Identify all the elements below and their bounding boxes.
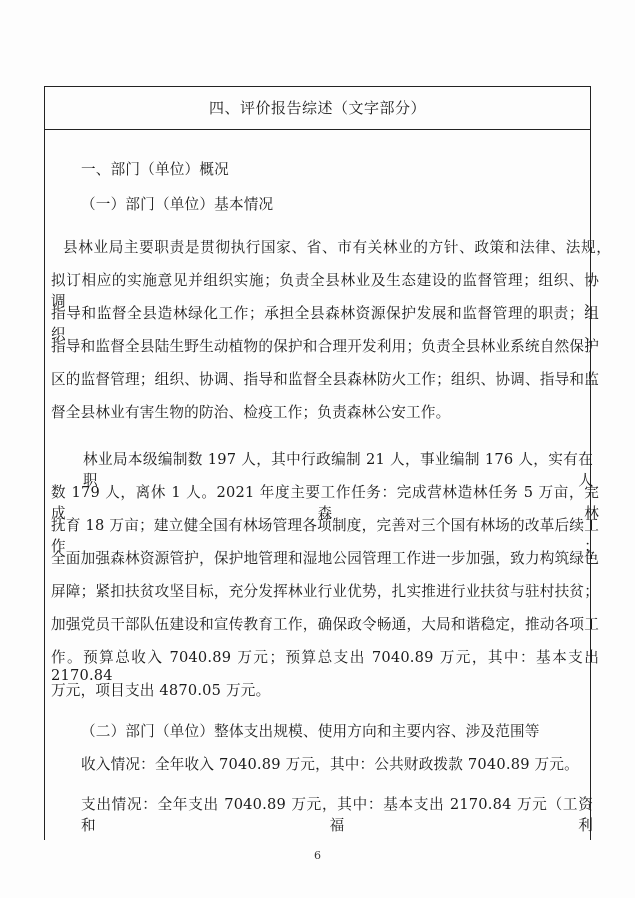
para1-line-6: 督全县林业有害生物的防治、检疫工作；负责森林公安工作。 bbox=[51, 404, 451, 421]
para2-line-3: 抚育 18 万亩；建立健全国有林场管理各项制度，完善对三个国有林场的改革后续工作； bbox=[51, 517, 599, 555]
income-line: 收入情况：全年收入 7040.89 万元，其中：公共财政拨款 7040.89 万元。 bbox=[81, 756, 579, 773]
section-title: 四、评价报告综述（文字部分） bbox=[45, 87, 590, 130]
para2-line-4: 全面加强森林资源管护，保护地管理和湿地公园管理工作进一步加强，致力构筑绿色 bbox=[51, 550, 599, 567]
para2-line-8: 万元，项目支出 4870.05 万元。 bbox=[51, 682, 271, 699]
para2-line-6: 加强党员干部队伍建设和宣传教育工作，确保政令畅通，大局和谐稳定，推动各项工 bbox=[51, 616, 599, 633]
para2-line-2: 数 179 人，离休 1 人。2021 年度主要工作任务：完成营林造林任务 5 万亩，完成森林 bbox=[51, 484, 599, 522]
para2-line-5: 屏障；紧扣扶贫攻坚目标，充分发挥林业行业优势，扎实推进行业扶贫与驻村扶贫； bbox=[51, 583, 599, 600]
subheading-expenditure: （二）部门（单位）整体支出规模、使用方向和主要内容、涉及范围等 bbox=[81, 723, 540, 740]
page-number: 6 bbox=[314, 849, 321, 862]
para1-line-3: 指导和监督全县造林绿化工作；承担全县森林资源保护发展和监督管理的职责；组织、 bbox=[51, 305, 599, 343]
heading-overview: 一、部门（单位）概况 bbox=[81, 161, 229, 178]
subheading-basic-info: （一）部门（单位）基本情况 bbox=[81, 196, 274, 213]
para2-line-1: 林业局本级编制数 197 人，其中行政编制 21 人，事业编制 176 人，实有在职人 bbox=[83, 451, 593, 489]
para1-line-1: 县林业局主要职责是贯彻执行国家、省、市有关林业的方针、政策和法律、法规， bbox=[63, 239, 611, 256]
para2-line-7: 作。预算总收入 7040.89 万元；预算总支出 7040.89 万元，其中：基本支出 2170.84 bbox=[51, 649, 599, 684]
expense-line: 支出情况：全年支出 7040.89 万元，其中：基本支出 2170.84 万元（工资和福利 bbox=[81, 796, 593, 834]
para1-line-2: 拟订相应的实施意见并组织实施；负责全县林业及生态建设的监督管理；组织、协调、 bbox=[51, 272, 599, 310]
para1-line-5: 区的监督管理；组织、协调、指导和监督全县森林防火工作；组织、协调、指导和监 bbox=[51, 371, 599, 388]
para1-line-4: 指导和监督全县陆生野生动植物的保护和合理开发利用；负责全县林业系统自然保护 bbox=[51, 338, 599, 355]
